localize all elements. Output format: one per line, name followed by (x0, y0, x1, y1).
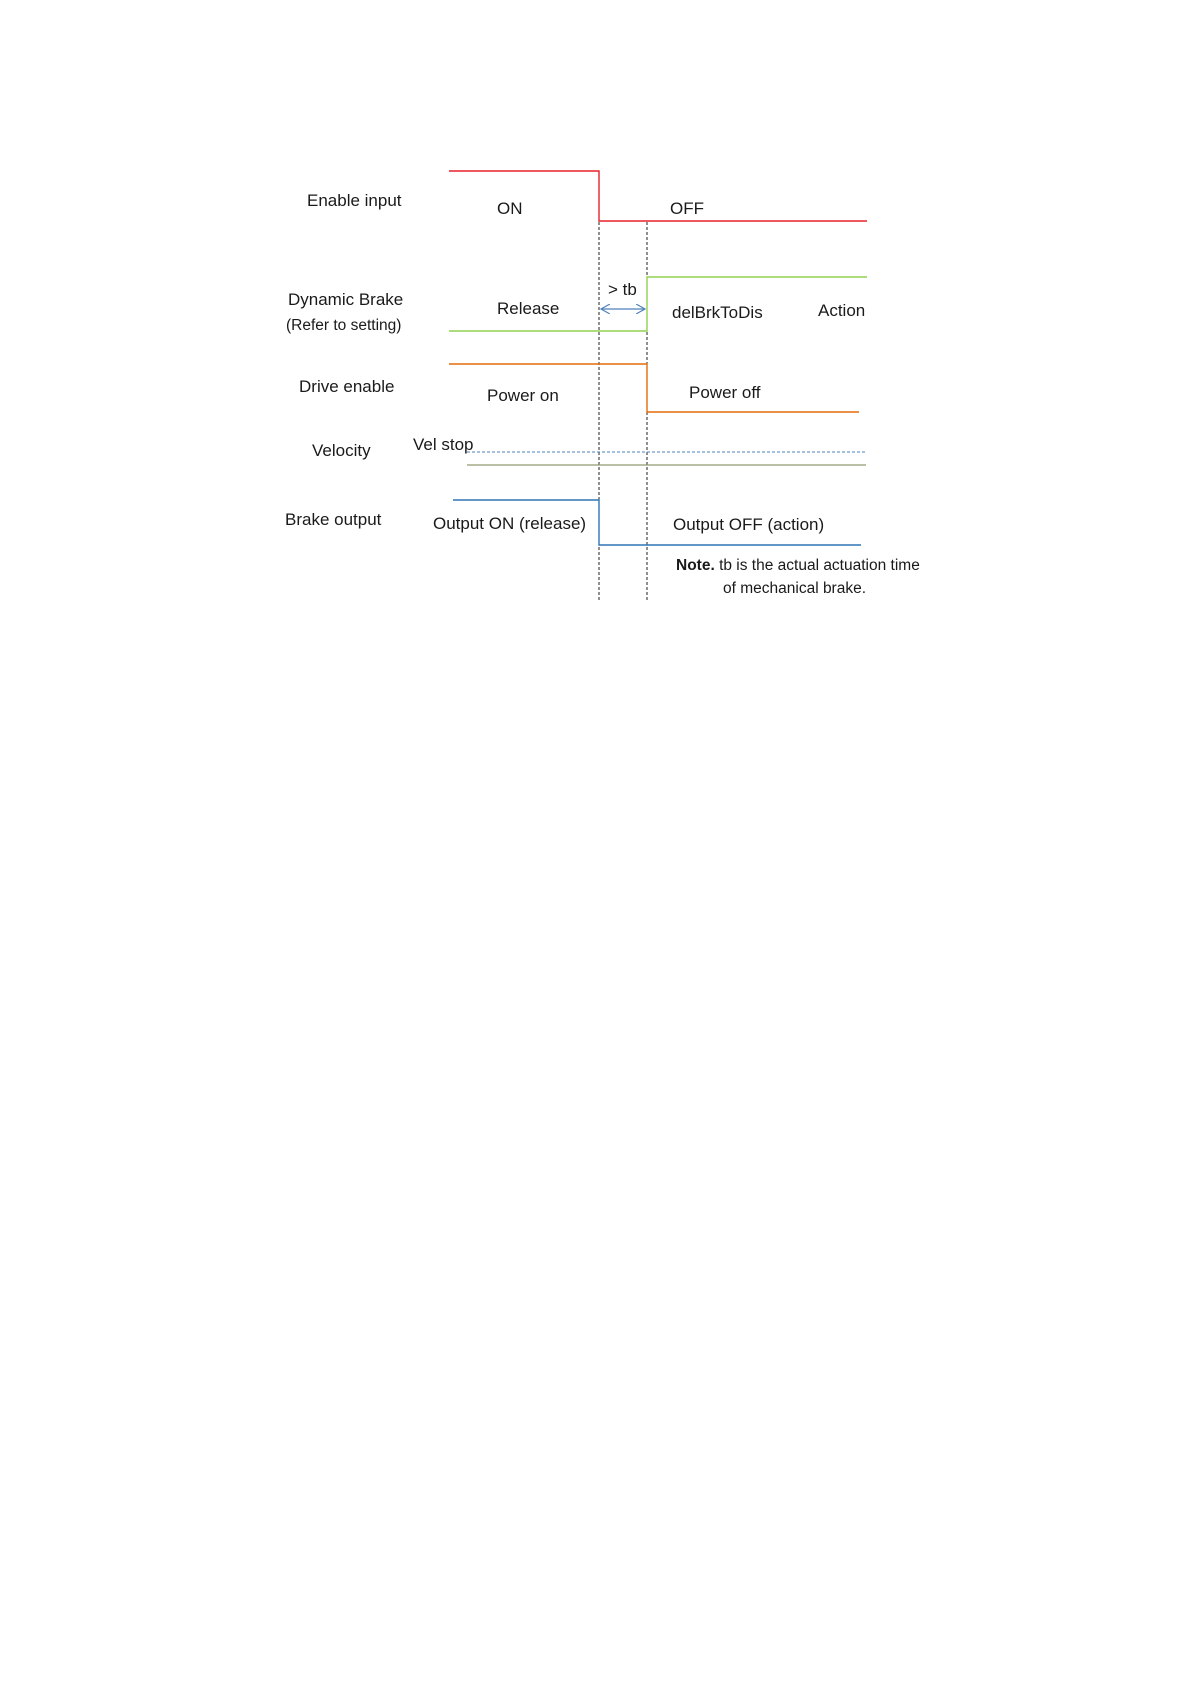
drive-enable-on-state: Power on (487, 386, 559, 405)
velocity-label: Velocity (312, 441, 371, 460)
drive-enable-off-state: Power off (689, 383, 761, 402)
brake-output-off-state: Output OFF (action) (673, 515, 825, 534)
note-text-1: tb is the actual actuation time (719, 557, 920, 574)
note-prefix: Note. (676, 557, 715, 574)
enable-input-label: Enable input (307, 191, 402, 210)
dynamic-brake-label: Dynamic Brake (288, 290, 404, 309)
enable-input-on-state: ON (497, 199, 523, 218)
note-line-2: of mechanical brake. (723, 580, 867, 597)
drive-enable-label: Drive enable (299, 377, 395, 396)
tb-interval-label: > tb (608, 280, 637, 299)
brake-output-on-state: Output ON (release) (433, 514, 587, 533)
brake-output-label: Brake output (285, 510, 382, 529)
vel-stop-label: Vel stop (413, 435, 474, 454)
dynamic-brake-delay-state: delBrkToDis (672, 303, 763, 322)
note-line-1 (676, 557, 920, 574)
dynamic-brake-release-state: Release (497, 299, 560, 318)
dynamic-brake-action-state: Action (818, 301, 866, 320)
dynamic-brake-sublabel: (Refer to setting) (286, 317, 402, 334)
enable-input-off-state: OFF (670, 199, 704, 218)
